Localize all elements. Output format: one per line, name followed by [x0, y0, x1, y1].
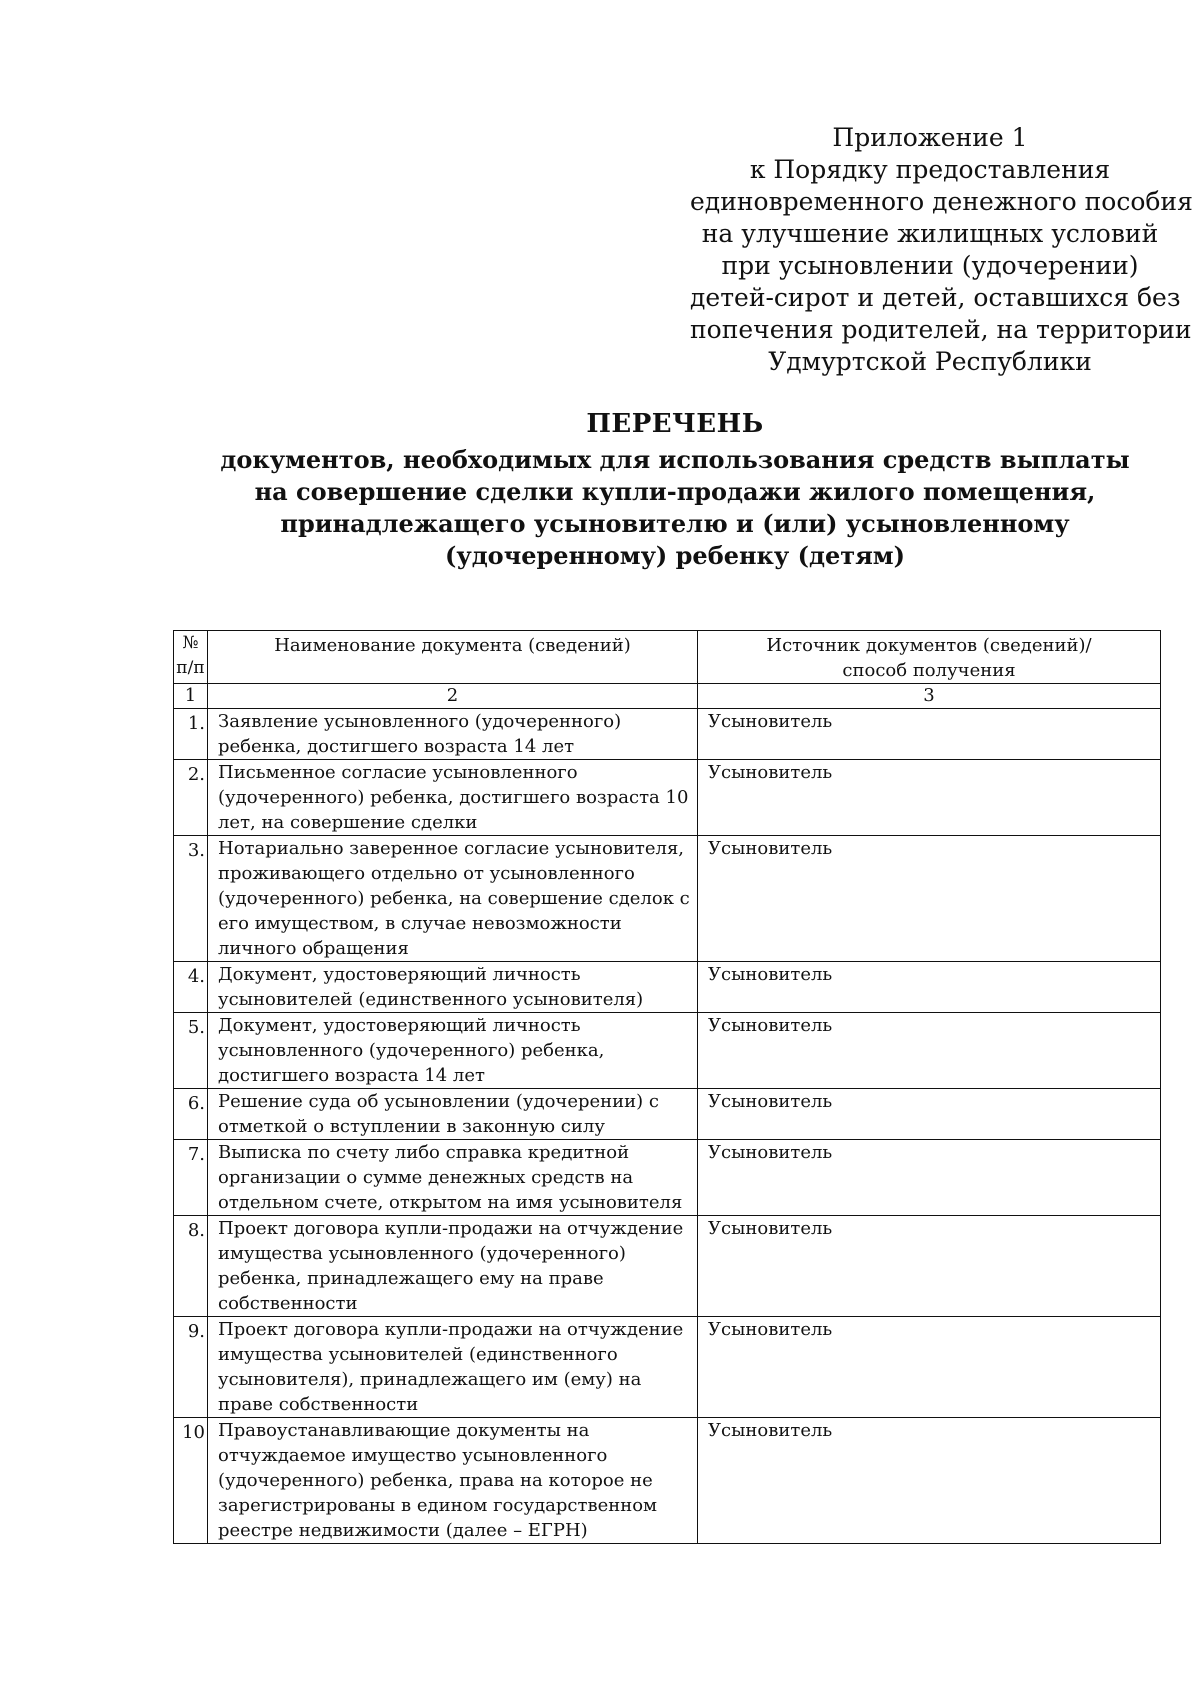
row-number: 5. — [174, 1013, 208, 1089]
column-index-row — [174, 684, 1161, 709]
row-document-name: Проект договора купли-продажи на отчуждение имущества усыновленного (удочеренного) ребенка, принадлежащего ему на праве собственности — [208, 1216, 698, 1317]
row-source: Усыновитель — [698, 1216, 1161, 1317]
row-number: 4. — [174, 962, 208, 1013]
row-number: 9. — [174, 1317, 208, 1418]
subtitle-line: на совершение сделки купли-продажи жилого помещения, — [254, 477, 1096, 506]
appendix-line: единовременного денежного пособия — [690, 187, 1193, 216]
title-main: ПЕРЕЧЕНЬ — [586, 409, 764, 439]
row-document-name: Решение суда об усыновлении (удочерении) с отметкой о вступлении в законную силу — [208, 1089, 698, 1140]
row-document-name: Документ, удостоверяющий личность усыновителей (единственного усыновителя) — [208, 962, 698, 1013]
subtitle-line: документов, необходимых для использования средств выплаты — [220, 445, 1130, 474]
row-number: 10 — [174, 1418, 208, 1544]
row-source: Усыновитель — [698, 1317, 1161, 1418]
appendix-line: при усыновлении (удочерении) — [721, 251, 1139, 280]
appendix-line: на улучшение жилищных условий — [701, 219, 1159, 248]
row-number: 3. — [174, 836, 208, 962]
row-source: Усыновитель — [698, 1140, 1161, 1216]
header-number-line1: № — [182, 633, 199, 653]
header-document-name: Наименование документа (сведений) — [208, 631, 698, 684]
subtitle-line: принадлежащего усыновителю и (или) усыновленному — [280, 509, 1070, 538]
row-number: 7. — [174, 1140, 208, 1216]
table-row — [174, 1013, 1161, 1089]
subtitle-line: (удочеренному) ребенку (детям) — [444, 541, 906, 570]
appendix-line: попечения родителей, на территории — [690, 315, 1192, 344]
header-number — [174, 631, 208, 684]
row-source: Усыновитель — [698, 836, 1161, 962]
row-document-name: Письменное согласие усыновленного (удочеренного) ребенка, достигшего возраста 10 лет, на совершение сделки — [208, 760, 698, 836]
row-number: 6. — [174, 1089, 208, 1140]
table-row — [174, 962, 1161, 1013]
table-row — [174, 1089, 1161, 1140]
row-source: Усыновитель — [698, 760, 1161, 836]
row-source: Усыновитель — [698, 1418, 1161, 1544]
row-source: Усыновитель — [698, 1089, 1161, 1140]
row-document-name: Нотариально заверенное согласие усыновителя, проживающего отдельно от усыновленного (удочеренного) ребенка, на совершение сделок с его имуществом, в случае невозможности личного обращения — [208, 836, 698, 962]
appendix-line: к Порядку предоставления — [749, 155, 1111, 184]
column-index: 2 — [208, 684, 698, 709]
table-row — [174, 709, 1161, 760]
row-document-name: Правоустанавливающие документы на отчуждаемое имущество усыновленного (удочеренного) ребенка, права на которое не зарегистрированы в едином государственном реестре недвижимости (далее – ЕГРН) — [208, 1418, 698, 1544]
table-row — [174, 1140, 1161, 1216]
documents-table — [173, 630, 1161, 1544]
appendix-line: детей-сирот и детей, оставшихся без — [690, 283, 1181, 312]
table-header-row — [174, 631, 1161, 684]
row-source: Усыновитель — [698, 1013, 1161, 1089]
row-number: 2. — [174, 760, 208, 836]
table-row — [174, 1216, 1161, 1317]
appendix-line: Приложение 1 — [832, 123, 1028, 152]
row-document-name: Документ, удостоверяющий личность усыновленного (удочеренного) ребенка, достигшего возраста 14 лет — [208, 1013, 698, 1089]
row-source: Усыновитель — [698, 709, 1161, 760]
header-source — [698, 631, 1161, 684]
header-source-line1: Источник документов (сведений)/ — [766, 635, 1092, 656]
table-row — [174, 1418, 1161, 1544]
appendix-header — [690, 122, 1193, 378]
title-subtitle — [160, 444, 1190, 572]
header-source-line2: способ получения — [842, 660, 1016, 681]
document-title — [160, 404, 1190, 572]
row-document-name: Выписка по счету либо справка кредитной организации о сумме денежных средств на отдельном счете, открытом на имя усыновителя — [208, 1140, 698, 1216]
table-row — [174, 760, 1161, 836]
row-source: Усыновитель — [698, 962, 1161, 1013]
appendix-line: Удмуртской Республики — [768, 347, 1092, 376]
table-row — [174, 1317, 1161, 1418]
table-row — [174, 836, 1161, 962]
column-index: 3 — [698, 684, 1161, 709]
row-document-name: Проект договора купли-продажи на отчуждение имущества усыновителей (единственного усыновителя), принадлежащего им (ему) на праве собственности — [208, 1317, 698, 1418]
row-number: 1. — [174, 709, 208, 760]
header-number-line2: п/п — [176, 658, 205, 678]
row-document-name: Заявление усыновленного (удочеренного) ребенка, достигшего возраста 14 лет — [208, 709, 698, 760]
column-index: 1 — [174, 684, 208, 709]
row-number: 8. — [174, 1216, 208, 1317]
